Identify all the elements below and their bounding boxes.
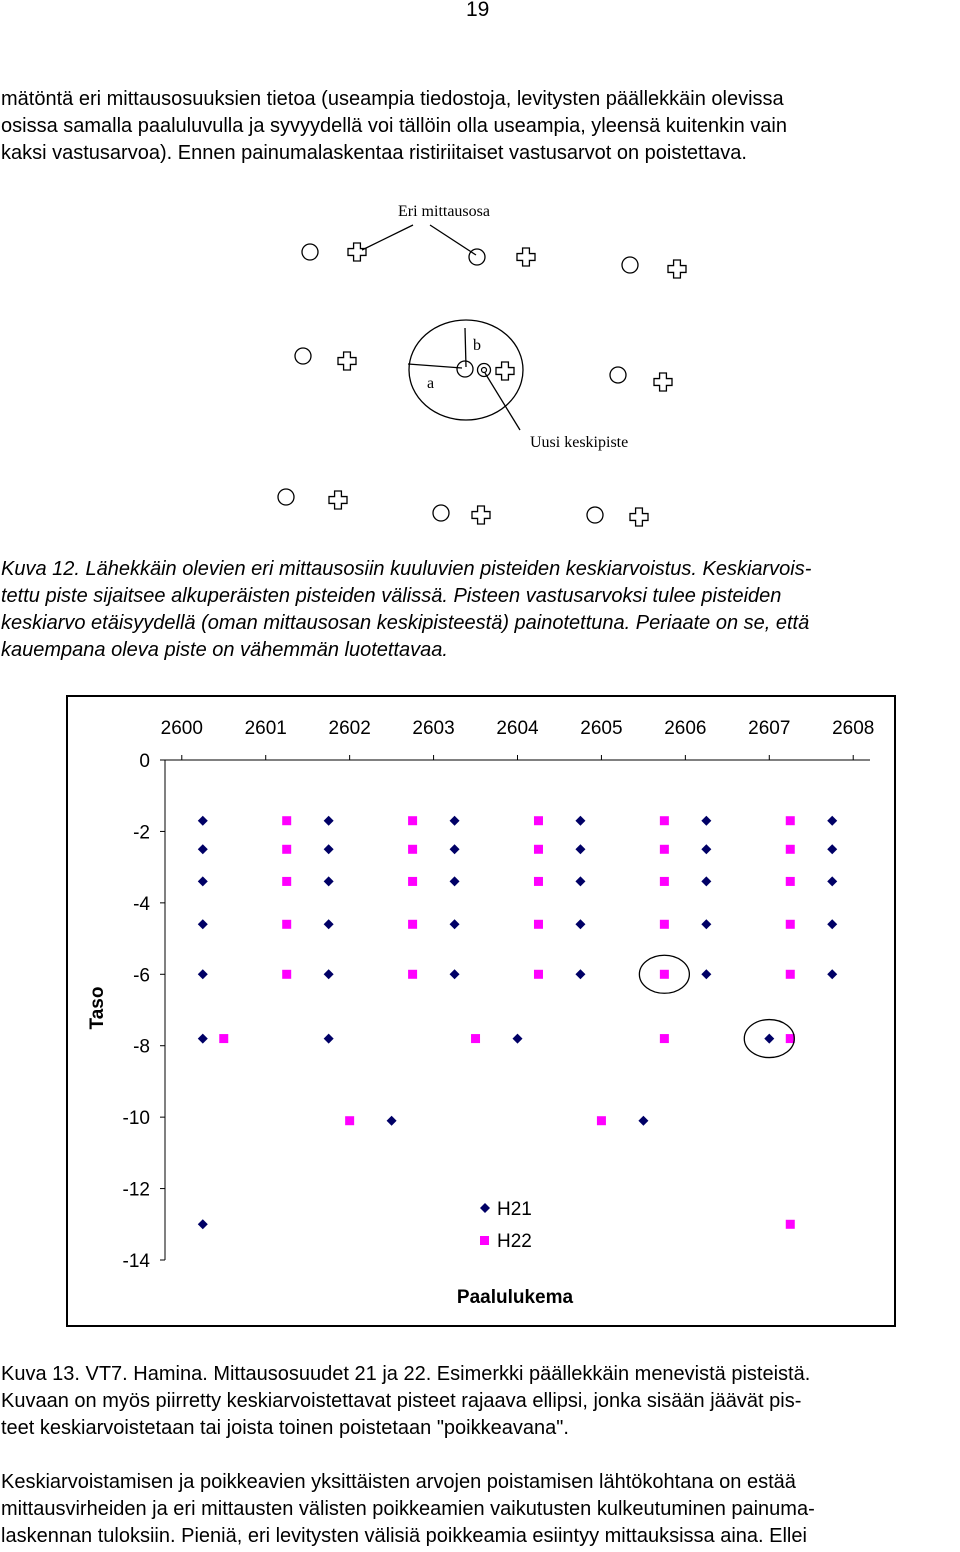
y-tick-label: -10 [122, 1108, 150, 1130]
leader-line-uusi [485, 373, 520, 430]
point-cross-symbol [472, 506, 490, 524]
caption-line: tettu piste sijaitsee alkuperäisten pisteiden välissä. Pisteen vastusarvoksi tulee pisteiden [1, 585, 782, 607]
point-h22 [534, 920, 543, 929]
x-tick-label: 2600 [160, 718, 203, 739]
legend-label-h22: H22 [497, 1231, 532, 1252]
point-h22 [786, 816, 795, 825]
point-h22 [345, 1116, 354, 1125]
measurement-points [278, 243, 686, 526]
point-h22 [660, 920, 669, 929]
point-h22 [408, 816, 417, 825]
point-h22 [786, 1220, 795, 1229]
point-h22 [786, 845, 795, 854]
x-tick-label: 2608 [832, 718, 875, 739]
point-h22 [282, 970, 291, 979]
point-h22 [660, 816, 669, 825]
y-tick-label: -8 [133, 1036, 150, 1058]
figure-13-caption [1, 1361, 959, 1442]
point-cross-symbol [668, 260, 686, 278]
point-cross-symbol [630, 508, 648, 526]
label-eri-mittausosa: Eri mittausosa [398, 203, 490, 220]
text-line: mittausvirheiden ja eri mittausten välisten poikkeamien vaikutusten kulkeutuminen painuma- [1, 1498, 815, 1520]
diagram-shapes [362, 225, 523, 430]
x-tick-label: 2607 [748, 718, 791, 739]
point-h22 [408, 920, 417, 929]
point-cross-symbol [496, 362, 514, 380]
averaging-ellipse [409, 320, 523, 420]
legend-marker-h22 [480, 1236, 489, 1245]
x-tick-label: 2605 [580, 718, 623, 739]
label-b: b [473, 337, 481, 354]
point-h22 [471, 1034, 480, 1043]
new-center-point-inner [482, 368, 487, 373]
x-tick-label: 2606 [664, 718, 707, 739]
figure-13-chart [0, 690, 960, 1340]
point-h22 [660, 877, 669, 886]
text-line: laskennan tuloksiin. Pieniä, eri levitysten välisiä poikkeamia esiintyy mittauksissa aina. Ellei [1, 1525, 807, 1547]
text-line: kaksi vastusarvoa). Ennen painumalaskentaa ristiriitaiset vastusarvot on poistettava. [1, 142, 747, 164]
x-tick-label: 2601 [244, 718, 287, 739]
point-h22 [660, 970, 669, 979]
x-tick-label: 2604 [496, 718, 539, 739]
y-tick-label: -6 [133, 965, 150, 987]
point-cross-symbol [348, 243, 366, 261]
caption-line: teet keskiarvoistetaan tai joista toinen poistetaan "poikkeavana". [1, 1417, 569, 1439]
caption-line: Kuva 12. Lähekkäin olevien eri mittausosiin kuuluvien pisteiden keskiarvoistus. Keskiarvois- [1, 558, 812, 580]
point-h22 [408, 877, 417, 886]
text-line: Keskiarvoistamisen ja poikkeavien yksittäisten arvojen poistamisen lähtökohtana on estää [1, 1471, 796, 1493]
new-center-point-outer [478, 364, 491, 377]
point-h22 [660, 845, 669, 854]
point-h22 [282, 816, 291, 825]
y-tick-label: -2 [133, 822, 150, 844]
legend-label-h21: H21 [497, 1199, 532, 1220]
chart-frame [67, 696, 895, 1326]
label-a: a [427, 375, 435, 392]
figure-12-caption [1, 556, 959, 664]
y-tick-label: 0 [139, 751, 150, 772]
point-h22 [282, 845, 291, 854]
y-tick-label: -4 [133, 893, 150, 915]
final-paragraph [1, 1469, 959, 1550]
point-circle-symbol [469, 249, 485, 265]
caption-line: keskiarvo etäisyydellä (oman mittausosan keskipisteestä) painotettuna. Periaate on se, että [1, 612, 810, 634]
leader-line-right [430, 225, 476, 255]
point-h22 [219, 1034, 228, 1043]
point-h22 [408, 845, 417, 854]
point-circle-symbol [610, 367, 626, 383]
line-a [408, 364, 462, 368]
point-circle-symbol [457, 361, 473, 377]
caption-line: Kuva 13. VT7. Hamina. Mittausosuudet 21 ja 22. Esimerkki päällekkäin menevistä pisteistä. [1, 1363, 811, 1385]
point-h22 [534, 970, 543, 979]
point-h22 [534, 877, 543, 886]
point-circle-symbol [278, 489, 294, 505]
point-h22 [282, 920, 291, 929]
caption-line: Kuvaan on myös piirretty keskiarvoistettavat pisteet rajaava ellipsi, jonka sisään jäävät pis- [1, 1390, 802, 1412]
point-cross-symbol [654, 373, 672, 391]
point-cross-symbol [517, 248, 535, 266]
point-h22 [786, 970, 795, 979]
point-h22 [786, 920, 795, 929]
point-h22 [597, 1116, 606, 1125]
point-circle-symbol [295, 348, 311, 364]
y-axis-label: Taso [87, 986, 108, 1030]
point-h22 [534, 845, 543, 854]
point-h22 [408, 970, 417, 979]
point-h22 [534, 816, 543, 825]
text-line: osissa samalla paaluluvulla ja syvyydellä voi tällöin olla useampia, yleensä kuitenkin vain [1, 115, 787, 137]
point-cross-symbol [338, 352, 356, 370]
y-tick-label: -14 [122, 1251, 150, 1272]
intro-paragraph [1, 86, 959, 167]
point-circle-symbol [622, 257, 638, 273]
leader-line-left [362, 225, 413, 250]
x-tick-label: 2603 [412, 718, 455, 739]
point-circle-symbol [587, 507, 603, 523]
y-tick-label: -12 [122, 1179, 150, 1201]
x-axis-label: Paalulukema [456, 1287, 574, 1308]
point-h22 [660, 1034, 669, 1043]
point-h22 [282, 877, 291, 886]
point-h22 [786, 877, 795, 886]
x-tick-label: 2602 [328, 718, 371, 739]
point-circle-symbol [302, 244, 318, 260]
page-number: 19 [466, 0, 490, 21]
point-circle-symbol [433, 505, 449, 521]
text-line: mätöntä eri mittausosuuksien tietoa (useampia tiedostoja, levitysten päällekkäin olevissa [1, 88, 784, 110]
point-cross-symbol [329, 491, 347, 509]
figure-12-diagram [0, 190, 960, 540]
caption-line: kauempana oleva piste on vähemmän luotettavaa. [1, 639, 448, 661]
label-uusi-keskipiste: Uusi keskipiste [530, 434, 629, 451]
